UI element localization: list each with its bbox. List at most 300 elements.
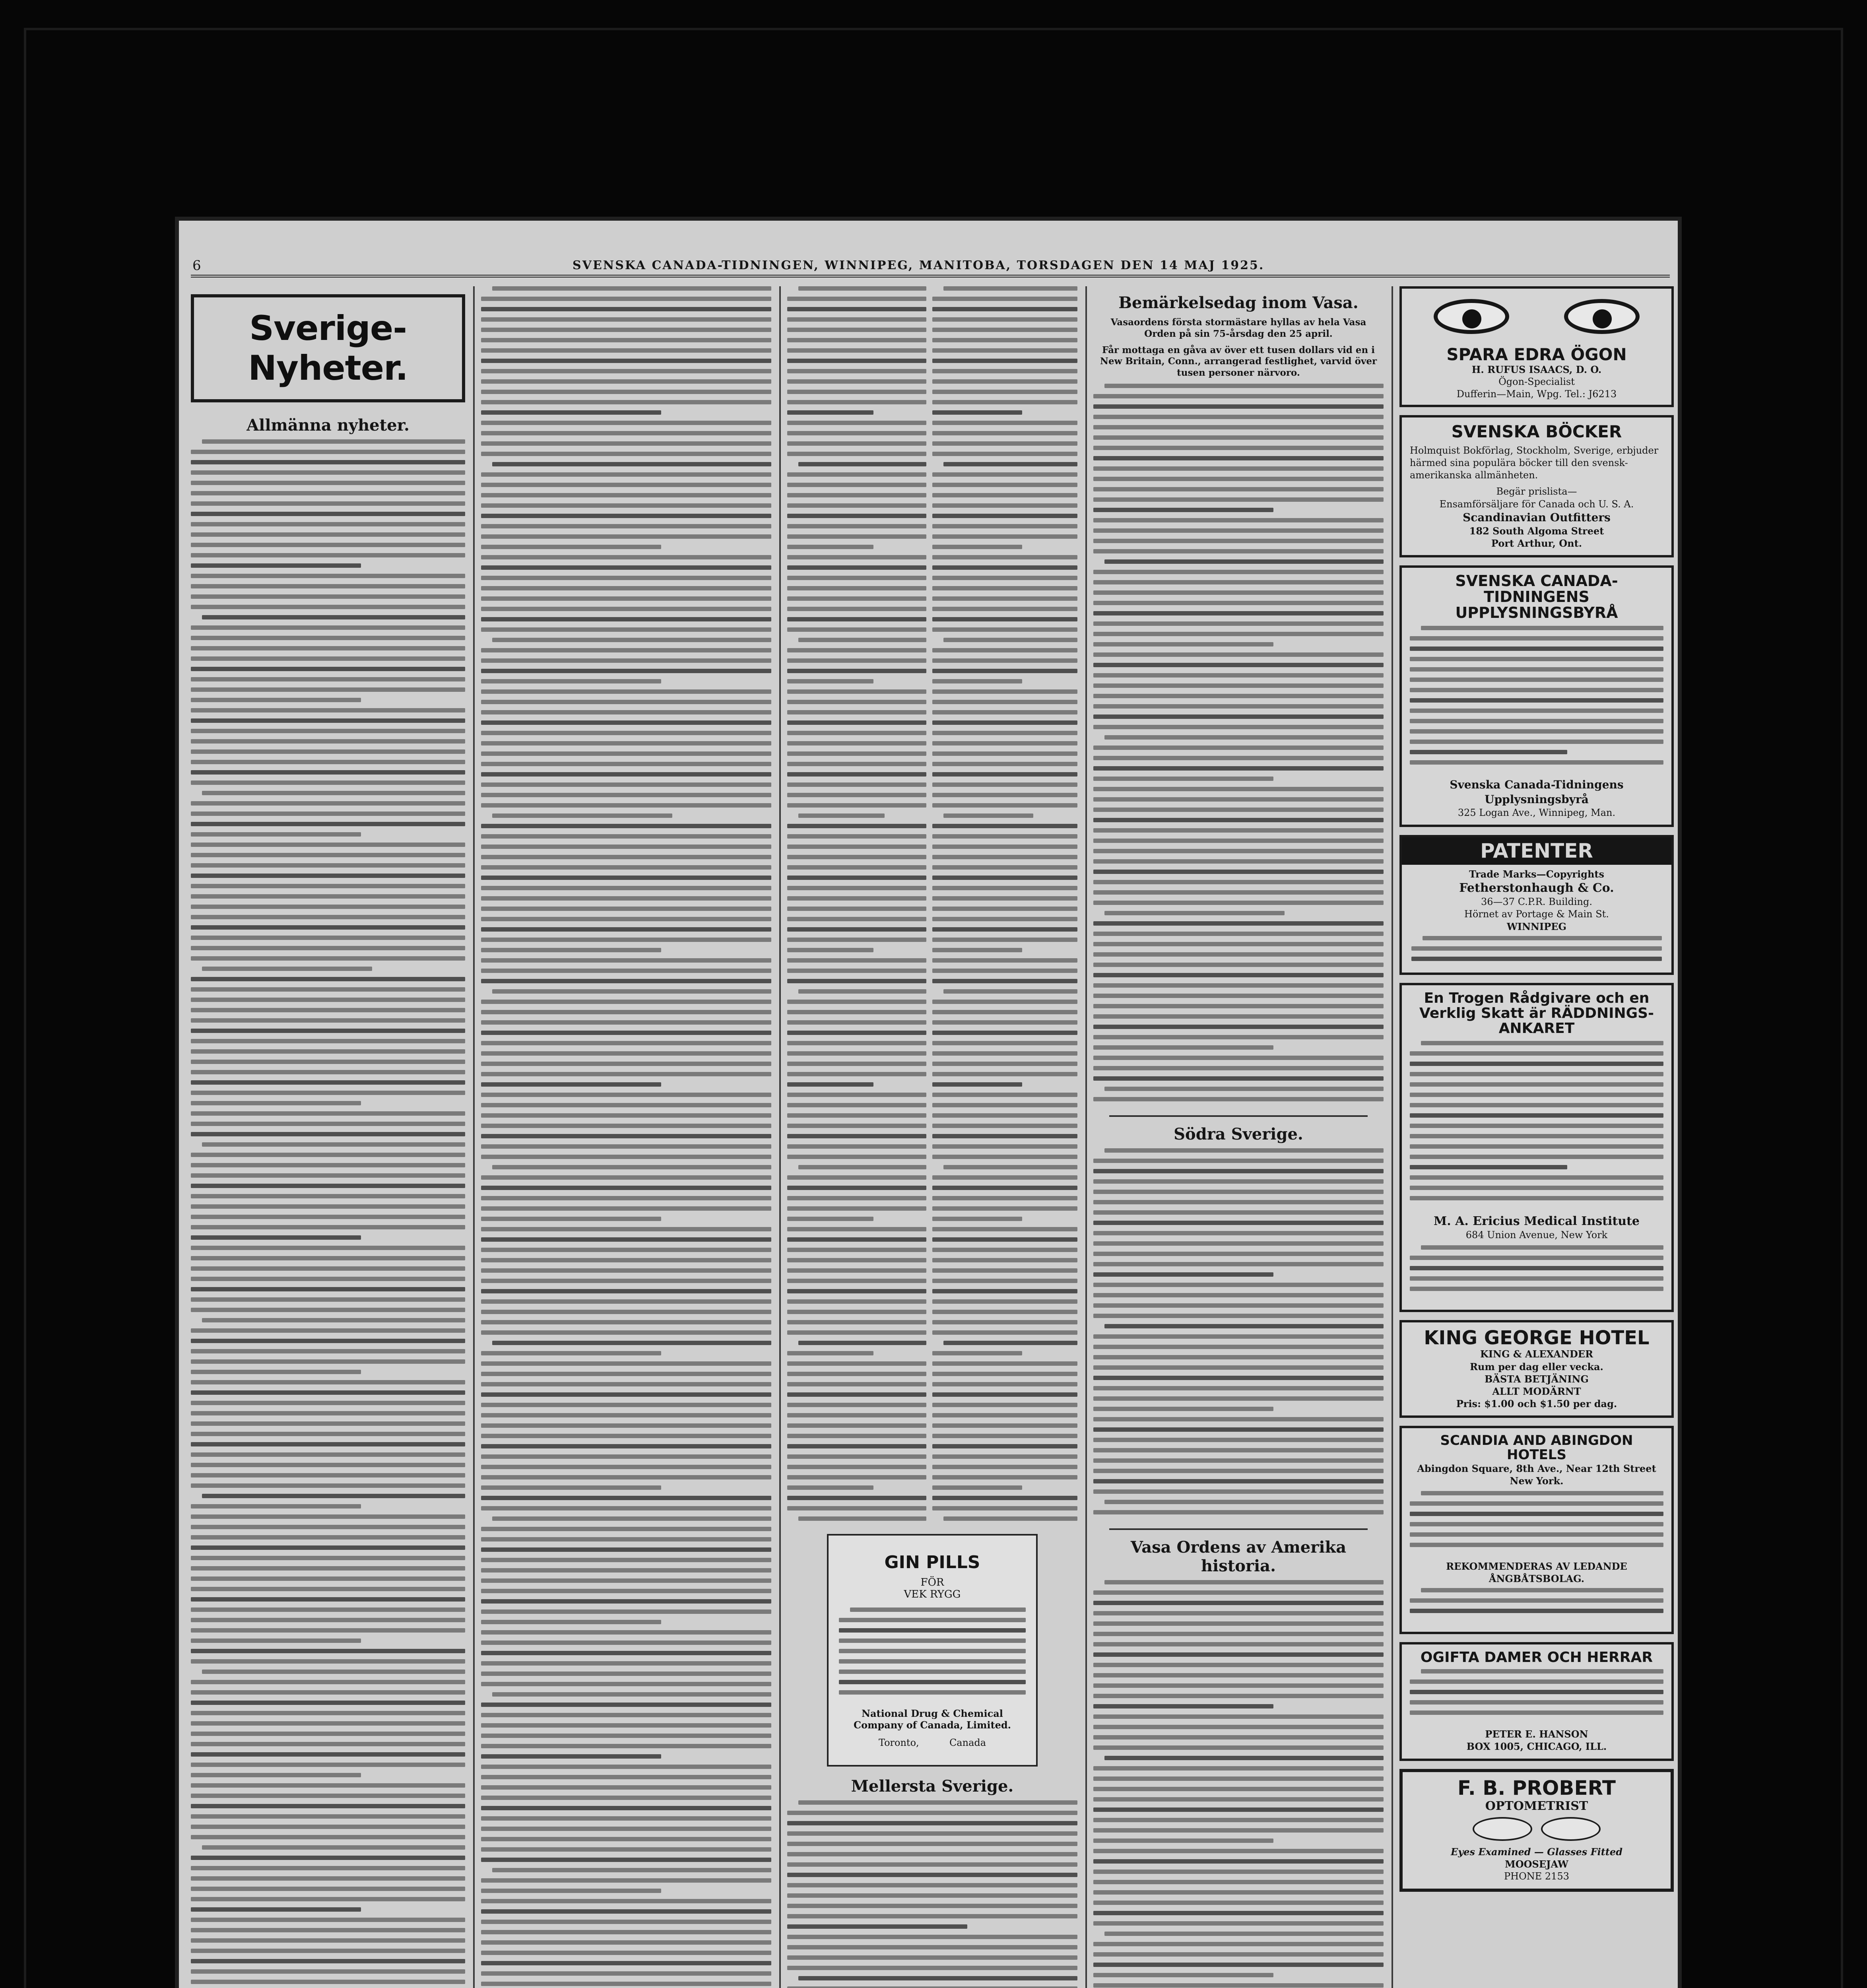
text-line xyxy=(481,297,771,301)
text-line xyxy=(191,1308,465,1312)
text-line xyxy=(1093,1611,1384,1615)
text-line xyxy=(1104,1148,1384,1153)
text-line xyxy=(1093,456,1384,460)
text-line xyxy=(481,1020,771,1025)
text-line xyxy=(492,1692,771,1697)
text-line xyxy=(1410,1165,1567,1169)
text-line xyxy=(798,1165,926,1169)
text-line xyxy=(191,1556,465,1560)
text-line xyxy=(1093,1303,1384,1308)
gin-pills-ad xyxy=(827,1534,1038,1767)
text-line xyxy=(787,1186,926,1190)
text-line xyxy=(191,1856,465,1860)
text-line xyxy=(798,1800,1077,1805)
text-line xyxy=(932,782,1077,787)
text-line xyxy=(191,450,465,454)
text-line xyxy=(787,524,926,528)
text-line xyxy=(932,824,1077,828)
text-line xyxy=(481,514,771,518)
text-line xyxy=(932,431,1077,435)
text-line xyxy=(1093,1942,1384,1946)
text-line xyxy=(787,917,926,921)
text-line xyxy=(202,1142,465,1147)
text-line xyxy=(839,1649,1026,1653)
text-line xyxy=(787,751,926,756)
text-line xyxy=(191,1060,465,1064)
text-line xyxy=(1410,1113,1663,1118)
text-line xyxy=(787,1811,1077,1815)
text-line xyxy=(932,1186,1077,1190)
text-line xyxy=(1093,1396,1384,1401)
text-line xyxy=(932,1444,1077,1448)
text-line xyxy=(481,1392,771,1397)
text-line xyxy=(191,812,465,816)
text-line xyxy=(787,1392,926,1397)
text-line xyxy=(481,1082,661,1087)
text-line xyxy=(943,286,1077,291)
text-line xyxy=(481,1806,771,1810)
text-line xyxy=(1093,1314,1384,1318)
text-line xyxy=(932,834,1077,839)
text-line xyxy=(787,865,926,870)
text-line xyxy=(787,1310,926,1314)
text-line xyxy=(932,679,1022,683)
ad-street: 182 South Algoma Street xyxy=(1469,525,1604,537)
text-line xyxy=(1410,1124,1663,1128)
text-line xyxy=(1093,642,1273,646)
text-line xyxy=(481,1723,771,1728)
text-line xyxy=(787,483,926,487)
text-line xyxy=(932,1082,1022,1087)
text-line xyxy=(191,718,465,723)
text-line xyxy=(932,1268,1077,1273)
text-line xyxy=(787,1020,926,1025)
text-line xyxy=(1093,1797,1384,1802)
text-line xyxy=(191,1070,465,1074)
text-line xyxy=(481,1630,771,1635)
text-line xyxy=(492,638,771,642)
text-line xyxy=(787,834,926,839)
text-line xyxy=(481,772,771,777)
text-line xyxy=(932,1196,1077,1200)
text-line xyxy=(932,741,1077,746)
text-line xyxy=(932,472,1077,477)
text-line xyxy=(1093,1045,1273,1050)
section-divider xyxy=(1109,1528,1368,1530)
text-line xyxy=(481,710,771,714)
text-line xyxy=(1104,1500,1384,1504)
text-line xyxy=(1093,994,1384,998)
text-line xyxy=(787,1330,926,1335)
text-line xyxy=(1104,735,1384,740)
ad-company: Scandinavian Outfitters xyxy=(1463,511,1611,524)
text-line xyxy=(932,958,1077,963)
text-line xyxy=(1421,1491,1663,1495)
text-line xyxy=(191,1804,465,1808)
text-line xyxy=(481,317,771,322)
text-line xyxy=(787,886,926,890)
text-line xyxy=(932,731,1077,735)
ad-line: Rum per dag eller vecka. xyxy=(1470,1361,1603,1373)
text-line xyxy=(787,297,926,301)
text-line xyxy=(787,741,926,746)
text-line xyxy=(191,563,361,568)
text-line xyxy=(798,286,926,291)
text-line xyxy=(1093,1190,1384,1194)
text-line xyxy=(787,958,926,963)
text-line xyxy=(1093,425,1384,429)
column-2 xyxy=(481,286,771,1988)
text-line xyxy=(787,1496,926,1500)
text-line xyxy=(1093,1035,1384,1039)
eye-icon xyxy=(1564,299,1640,334)
text-line xyxy=(1093,1590,1384,1595)
text-line xyxy=(1093,839,1384,843)
text-line xyxy=(1093,1407,1273,1411)
ladies-ad xyxy=(1399,1642,1674,1761)
text-line xyxy=(191,1122,465,1126)
text-line xyxy=(481,1816,771,1821)
text-line xyxy=(1093,1014,1384,1019)
text-line xyxy=(191,1266,465,1271)
text-line xyxy=(481,907,771,911)
text-line xyxy=(1410,1700,1663,1705)
text-line xyxy=(787,338,926,342)
text-line xyxy=(787,1237,926,1242)
text-line xyxy=(492,1341,771,1345)
text-line xyxy=(191,1742,465,1746)
text-line xyxy=(1410,1093,1663,1097)
text-line xyxy=(481,441,771,446)
text-line xyxy=(787,503,926,508)
text-line xyxy=(1093,1621,1384,1626)
text-line xyxy=(787,658,926,663)
text-line xyxy=(1093,1510,1384,1514)
text-line xyxy=(481,1475,771,1479)
text-line xyxy=(1093,849,1384,853)
text-line xyxy=(798,813,885,818)
article-text xyxy=(1093,384,1384,1107)
text-line xyxy=(1093,756,1384,760)
text-line xyxy=(932,793,1077,797)
text-line xyxy=(481,1827,771,1831)
text-line xyxy=(191,729,465,733)
text-line xyxy=(481,1661,771,1666)
column-rule xyxy=(1392,286,1393,1988)
text-line xyxy=(481,307,771,311)
text-line xyxy=(787,772,926,777)
text-line xyxy=(481,1858,771,1862)
ad-phone: PHONE 2153 xyxy=(1504,1871,1569,1882)
text-line xyxy=(932,493,1077,497)
text-line xyxy=(943,462,1077,466)
text-line xyxy=(191,460,465,464)
text-line xyxy=(932,710,1077,714)
ad-corner: Hörnet av Portage & Main St. xyxy=(1464,908,1609,920)
text-line xyxy=(191,1184,465,1188)
text-line xyxy=(787,328,926,332)
text-line xyxy=(787,896,926,901)
text-line xyxy=(932,483,1077,487)
text-line xyxy=(1093,1025,1384,1029)
text-line xyxy=(191,1049,465,1054)
text-line xyxy=(191,1473,465,1477)
text-line xyxy=(481,1527,771,1531)
text-line xyxy=(1093,1818,1384,1822)
text-line xyxy=(481,1361,771,1366)
text-line xyxy=(481,669,771,673)
text-line xyxy=(191,1504,361,1508)
text-line xyxy=(787,1465,926,1469)
text-line xyxy=(932,876,1077,880)
section-subheading: Får mottaga en gåva av över ett tusen dollars vid en i New Britain, Conn., arrangerad festlighet, varvid över tusen personer närvoro. xyxy=(1100,344,1377,378)
text-line xyxy=(787,1831,1077,1836)
text-line xyxy=(1093,570,1384,574)
text-line xyxy=(481,1444,771,1448)
text-line xyxy=(191,1566,465,1571)
text-line xyxy=(481,1372,771,1376)
text-line xyxy=(1093,1870,1384,1874)
text-line xyxy=(481,1227,771,1231)
text-line xyxy=(787,390,926,394)
text-line xyxy=(481,1744,771,1748)
text-line xyxy=(481,1423,771,1428)
text-line xyxy=(481,1134,771,1138)
text-line xyxy=(932,1000,1077,1004)
text-line xyxy=(191,1959,465,1963)
text-line xyxy=(481,1103,771,1107)
text-line xyxy=(1093,1355,1384,1359)
text-line xyxy=(787,1883,1077,1887)
text-line xyxy=(191,1576,465,1581)
text-line xyxy=(481,1279,771,1283)
text-line xyxy=(481,1971,771,1976)
text-line xyxy=(191,1721,465,1726)
text-line xyxy=(191,1204,465,1209)
text-line xyxy=(932,410,1022,415)
text-line xyxy=(191,843,465,847)
text-line xyxy=(787,1935,1077,1939)
ad-text xyxy=(1410,1041,1663,1206)
text-line xyxy=(191,1225,465,1229)
text-line xyxy=(481,1920,771,1924)
text-line xyxy=(191,1235,361,1240)
text-line xyxy=(787,1124,926,1128)
text-line xyxy=(191,1421,465,1426)
text-line xyxy=(1410,1082,1663,1087)
text-line xyxy=(481,845,771,849)
text-line xyxy=(1093,1880,1384,1884)
text-line xyxy=(932,1434,1077,1438)
text-line xyxy=(191,1783,465,1788)
text-line xyxy=(481,1196,771,1200)
text-line xyxy=(481,1434,771,1438)
text-line xyxy=(191,987,465,992)
text-line xyxy=(481,1310,771,1314)
text-line xyxy=(492,1516,771,1521)
text-line xyxy=(191,667,465,671)
text-line xyxy=(492,286,771,291)
text-line xyxy=(1093,539,1384,543)
text-line xyxy=(787,1821,1077,1825)
text-line xyxy=(191,698,361,702)
text-line xyxy=(191,1277,465,1281)
text-line xyxy=(1093,1745,1384,1750)
text-line xyxy=(787,845,926,849)
text-line xyxy=(787,1893,1077,1898)
text-line xyxy=(481,1682,771,1686)
text-line xyxy=(1093,590,1384,595)
text-line xyxy=(1093,621,1384,626)
text-line xyxy=(191,1339,465,1343)
text-line xyxy=(191,1194,465,1198)
text-line xyxy=(191,1452,465,1457)
ad-corner: KING & ALEXANDER xyxy=(1480,1348,1593,1360)
eyes-ad xyxy=(1399,286,1674,407)
text-line xyxy=(787,876,926,880)
text-line xyxy=(481,1330,771,1335)
text-line xyxy=(191,1091,465,1095)
ad-address: 684 Union Avenue, New York xyxy=(1465,1229,1608,1241)
text-line xyxy=(191,874,465,878)
text-line xyxy=(787,803,926,808)
ad-title: KING GEORGE HOTEL xyxy=(1424,1326,1650,1349)
text-line xyxy=(481,927,771,932)
text-line xyxy=(839,1659,1026,1664)
text-line xyxy=(787,710,926,714)
text-line xyxy=(1093,1200,1384,1204)
text-line xyxy=(1093,477,1384,481)
ad-subtitle: FÖR VEK RYGG xyxy=(904,1576,961,1600)
text-line xyxy=(481,1496,771,1500)
text-line xyxy=(932,1248,1077,1252)
text-line xyxy=(1410,1690,1663,1694)
ad-body: Holmquist Bokförlag, Stockholm, Sverige, erbjuder härmed sina populära böcker till den svensk-amerikanska allmänheten. xyxy=(1410,445,1659,481)
ad-city: WINNIPEG xyxy=(1506,921,1567,933)
text-line xyxy=(787,1423,926,1428)
text-line xyxy=(1093,1386,1384,1390)
books-ad xyxy=(1399,415,1674,558)
text-line xyxy=(1104,1932,1384,1936)
text-line xyxy=(191,1876,465,1881)
section-heading: Bemärkelsedag inom Vasa. xyxy=(1118,293,1359,312)
text-line xyxy=(1093,394,1384,398)
text-line xyxy=(191,708,465,712)
text-line xyxy=(1093,1283,1384,1287)
text-line xyxy=(1104,1580,1384,1584)
text-line xyxy=(1093,1438,1384,1442)
text-line xyxy=(787,348,926,353)
column-5 xyxy=(1399,286,1674,1988)
text-line xyxy=(191,553,465,557)
text-line xyxy=(1410,709,1663,713)
text-line xyxy=(787,1873,1077,1877)
optometrist-ad xyxy=(1399,1769,1674,1892)
text-line xyxy=(787,1862,1077,1867)
text-line xyxy=(932,1062,1077,1066)
text-line xyxy=(1093,1642,1384,1646)
text-line xyxy=(191,1442,465,1446)
ad-box: BOX 1005, CHICAGO, ILL. xyxy=(1466,1741,1607,1753)
section-heading: Mellersta Sverige. xyxy=(851,1777,1014,1796)
text-line xyxy=(202,439,465,444)
text-line xyxy=(1093,1983,1384,1988)
text-line xyxy=(1093,518,1384,522)
text-line xyxy=(787,1454,926,1459)
text-line xyxy=(481,938,771,942)
text-line xyxy=(191,512,465,516)
text-line xyxy=(932,534,1077,539)
text-line xyxy=(191,1639,361,1643)
text-line xyxy=(191,1969,465,1974)
text-line xyxy=(932,762,1077,766)
text-line xyxy=(1410,688,1663,692)
text-line xyxy=(1410,1062,1663,1066)
text-line xyxy=(481,410,661,415)
text-line xyxy=(1410,1266,1663,1270)
text-line xyxy=(481,1982,771,1986)
text-line xyxy=(932,1289,1077,1293)
text-line xyxy=(191,1763,465,1767)
text-line xyxy=(787,1031,926,1035)
masthead: SVENSKA CANADA-TIDNINGEN, WINNIPEG, MANITOBA, TORSDAGEN DEN 14 MAJ 1925. xyxy=(573,258,1265,272)
text-line xyxy=(787,1000,926,1004)
text-line xyxy=(1093,1427,1384,1432)
text-line xyxy=(481,1051,771,1056)
text-line xyxy=(481,1775,771,1779)
text-line xyxy=(787,1945,1077,1949)
text-line xyxy=(191,801,465,806)
column-1 xyxy=(191,286,465,1988)
text-line xyxy=(481,379,771,384)
article-text xyxy=(787,286,926,1527)
text-line xyxy=(932,938,1077,942)
text-line xyxy=(932,855,1077,859)
text-line xyxy=(191,832,361,837)
text-line xyxy=(481,1041,771,1045)
text-line xyxy=(191,1039,465,1043)
text-line xyxy=(1093,1056,1384,1060)
text-line xyxy=(787,1279,926,1283)
text-line xyxy=(932,845,1077,849)
column-rule xyxy=(473,286,475,1988)
text-line xyxy=(1093,1694,1384,1698)
text-line xyxy=(1093,1417,1384,1421)
ad-address: Dufferin—Main, Wpg. Tel.: J6213 xyxy=(1456,388,1617,400)
text-line xyxy=(932,927,1077,932)
text-line xyxy=(1104,1324,1384,1328)
text-line xyxy=(481,1485,661,1490)
text-line xyxy=(481,1785,771,1790)
text-line xyxy=(932,1496,1077,1500)
article-text xyxy=(481,286,771,1988)
text-line xyxy=(481,969,771,973)
text-line xyxy=(191,1814,465,1819)
text-line xyxy=(191,1980,465,1984)
text-line xyxy=(1093,415,1384,419)
text-line xyxy=(1410,750,1567,754)
text-line xyxy=(932,720,1077,725)
text-line xyxy=(1104,1087,1384,1091)
text-line xyxy=(1093,725,1384,729)
text-line xyxy=(191,1514,465,1519)
text-line xyxy=(1093,466,1384,471)
text-line xyxy=(191,1938,465,1943)
text-line xyxy=(787,1955,1077,1960)
text-line xyxy=(1093,1704,1273,1708)
text-line xyxy=(191,1525,465,1529)
column-4 xyxy=(1093,286,1384,1988)
